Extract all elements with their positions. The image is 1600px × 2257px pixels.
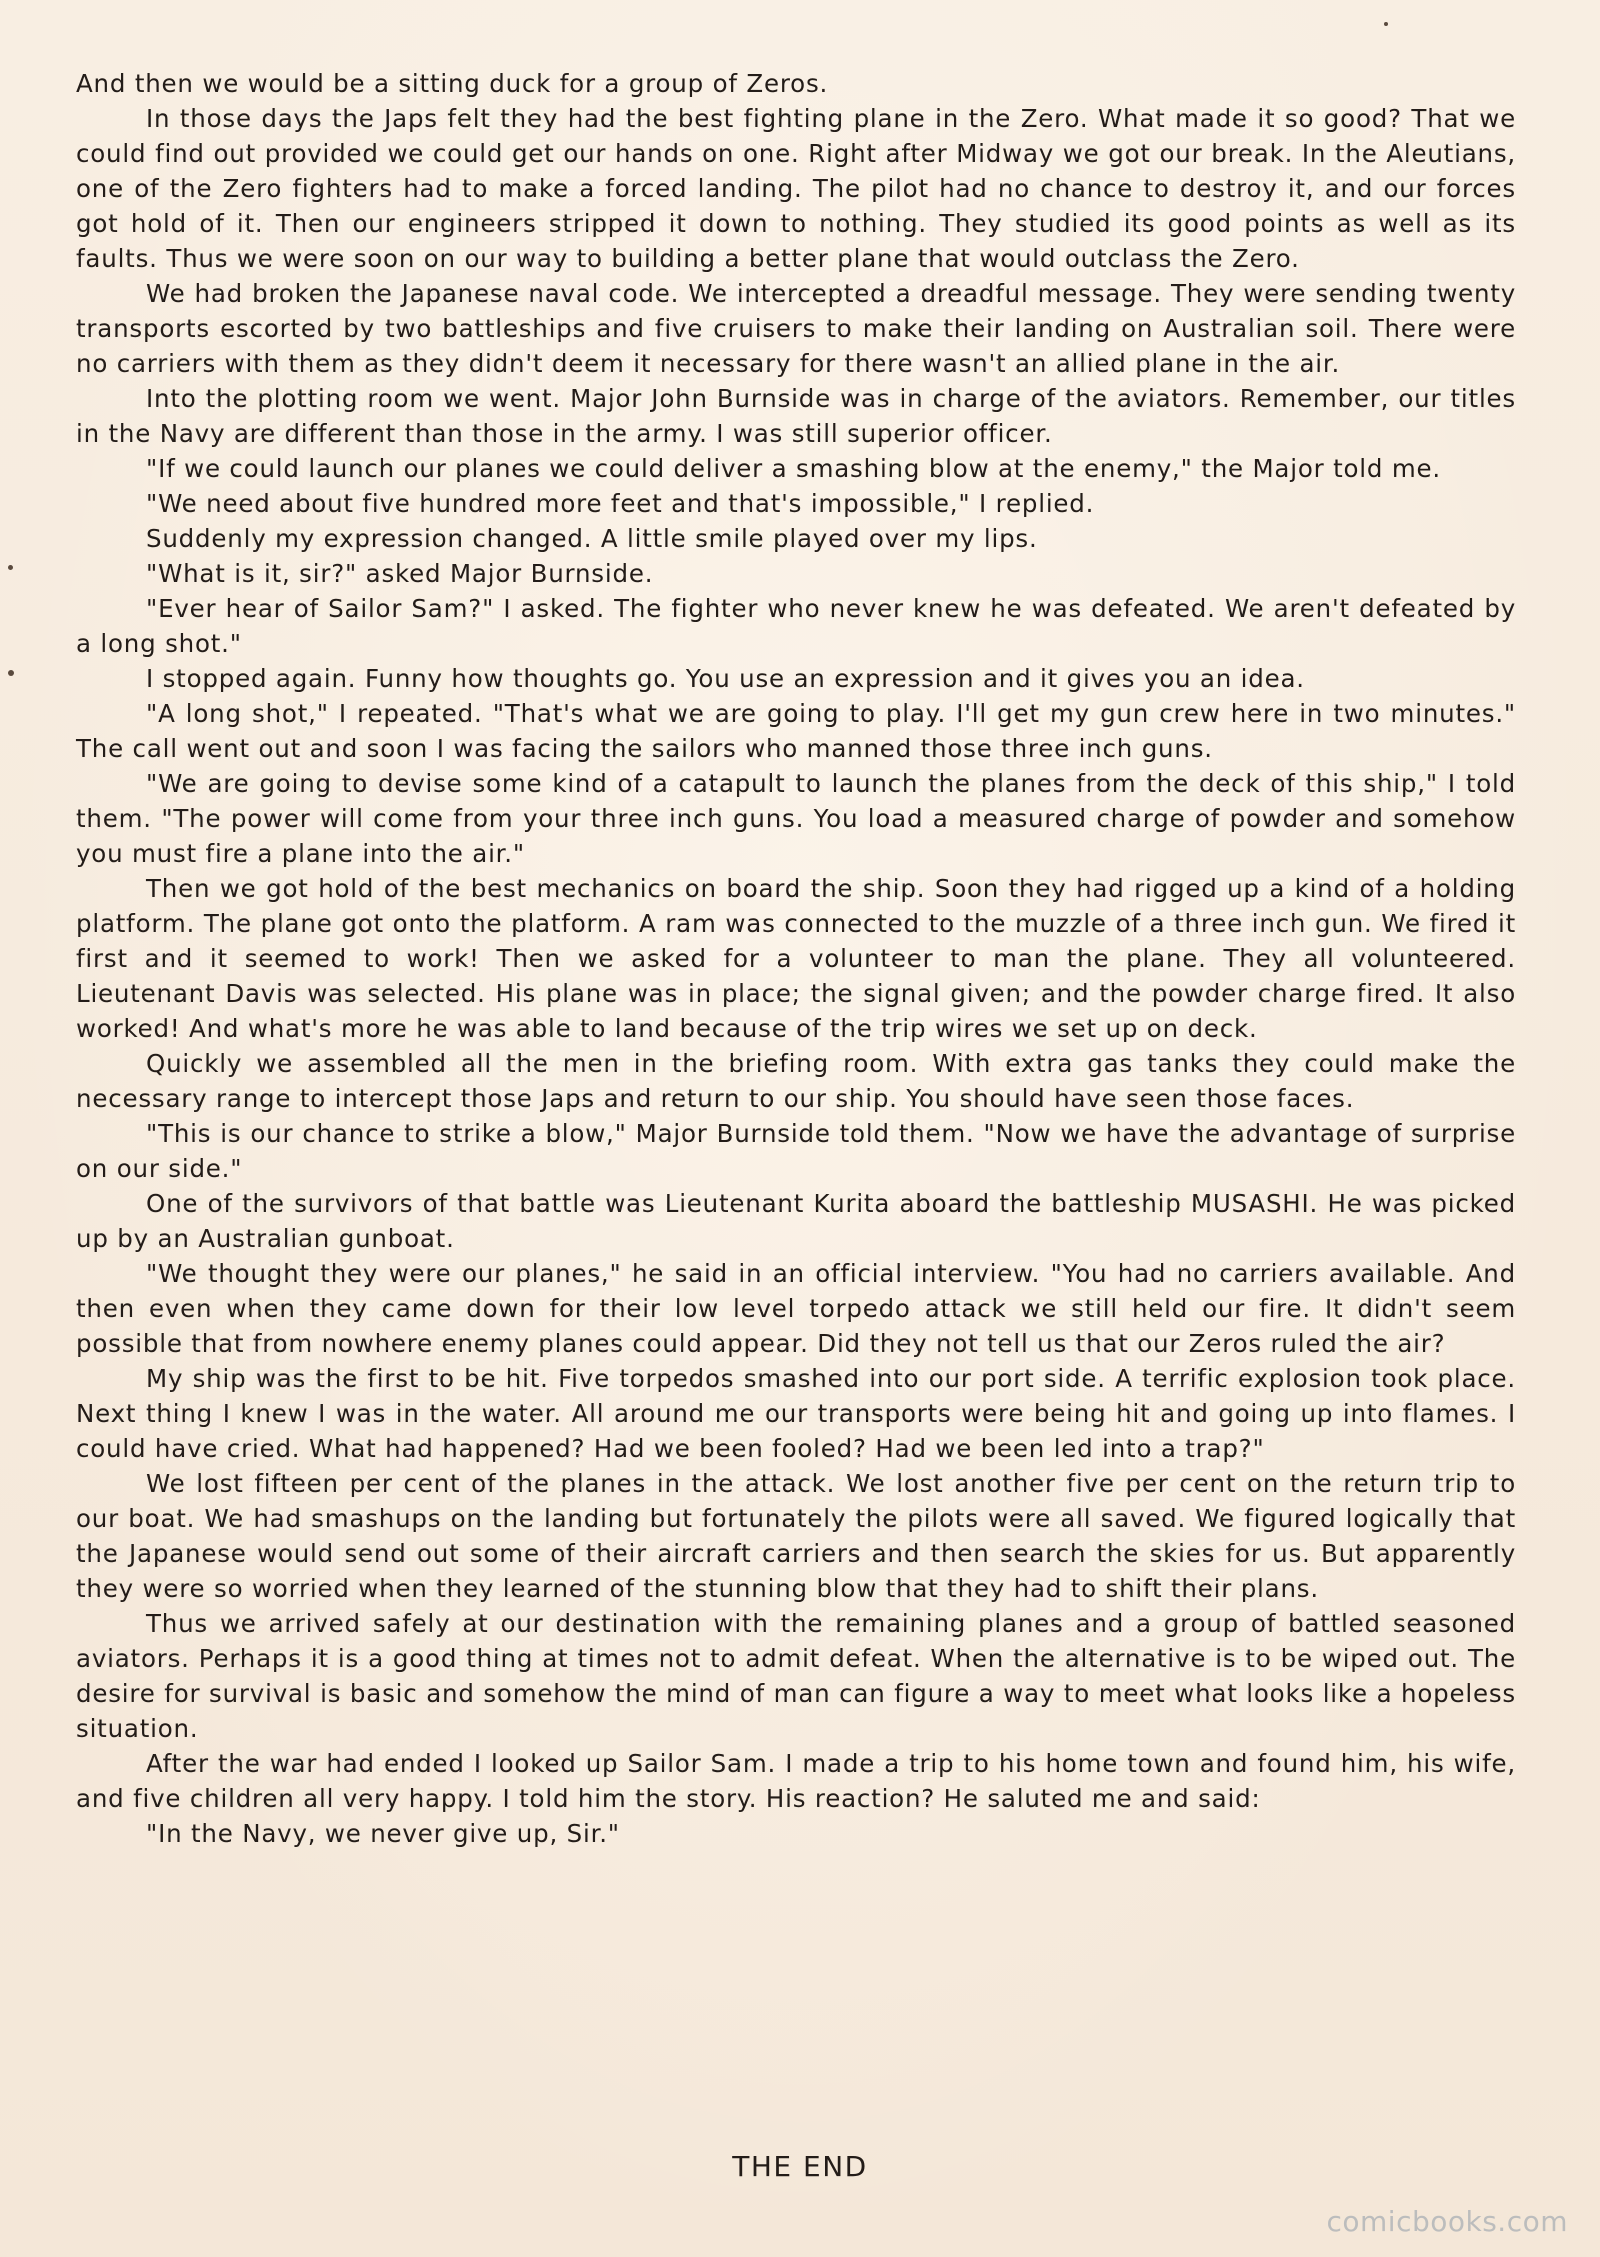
ink-speck [8,565,13,570]
story-paragraph: "A long shot," I repeated. "That's what we are going to play. I'll get my gun crew here in two minutes." The call went out and soon I was facing the sailors who manned those three inch guns. [76,699,1516,763]
watermark: comicbooks.com [1326,2205,1568,2238]
story-paragraph: "This is our chance to strike a blow," Major Burnside told them. "Now we have the advantage of surprise on our side." [76,1119,1516,1183]
story-paragraph: Quickly we assembled all the men in the briefing room. With extra gas tanks they could make the necessary range to intercept those Japs and return to our ship. You should have seen those faces. [76,1049,1516,1113]
story-paragraph: Suddenly my expression changed. A little smile played over my lips. [146,524,1038,553]
ink-speck [8,670,14,676]
story-paragraph: "Ever hear of Sailor Sam?" I asked. The fighter who never knew he was defeated. We aren't defeated by a long shot." [76,594,1516,658]
the-end-heading: THE END [732,2150,868,2183]
story-paragraph: My ship was the first to be hit. Five torpedos smashed into our port side. A terrific explosion took place. Next thing I knew I was in the water. All around me our transports were being hit and going up into flames. I could have cried. What had happened? Had we been fooled? Had we been led into a trap?" [76,1364,1516,1463]
story-paragraph: "We need about five hundred more feet and that's impossible," I replied. [146,489,1095,518]
story-paragraph: After the war had ended I looked up Sailor Sam. I made a trip to his home town and found him, his wife, and five children all very happy. I told him the story. His reaction? He saluted me and said: [76,1749,1516,1813]
story-paragraph: "If we could launch our planes we could deliver a smashing blow at the enemy," the Major told me. [146,454,1441,483]
story-paragraph: We lost fifteen per cent of the planes in the attack. We lost another five per cent on the return trip to our boat. We had smashups on the landing but fortunately the pilots were all saved. We figured logically that the Japanese would send out some of their aircraft carriers and then search the skies for us. But apparently they were so worried when they learned of the stunning blow that they had to shift their plans. [76,1469,1516,1603]
story-paragraph: Then we got hold of the best mechanics on board the ship. Soon they had rigged up a kind of a holding platform. The plane got onto the platform. A ram was connected to the muzzle of a three inch gun. We fired it first and it seemed to work! Then we asked for a volunteer to man the plane. They all volunteered. Lieutenant Davis was selected. His plane was in place; the signal given; and the powder charge fired. It also worked! And what's more he was able to land because of the trip wires we set up on deck. [76,874,1516,1043]
story-paragraph: We had broken the Japanese naval code. We intercepted a dreadful message. They were sending twenty transports escorted by two battleships and five cruisers to make their landing on Australian soil. There were no carriers with them as they didn't deem it necessary for there wasn't an allied plane in the air. [76,279,1516,378]
story-paragraph: In those days the Japs felt they had the best fighting plane in the Zero. What made it so good? That we could find out provided we could get our hands on one. Right after Midway we got our break. In the Aleutians, one of the Zero fighters had to make a forced landing. The pilot had no chance to destroy it, and our forces got hold of it. Then our engineers stripped it down to nothing. They studied its good points as well as its faults. Thus we were soon on our way to building a better plane that would outclass the Zero. [76,104,1516,273]
story-paragraph: Into the plotting room we went. Major John Burnside was in charge of the aviators. Remember, our titles in the Navy are different than those in the army. I was still superior officer. [76,384,1516,448]
story-paragraph: I stopped again. Funny how thoughts go. You use an expression and it gives you an idea. [146,664,1305,693]
story-paragraph: "We thought they were our planes," he said in an official interview. "You had no carriers available. And then even when they came down for their low level torpedo attack we still held our fire. It didn't seem possible that from nowhere enemy planes could appear. Did they not tell us that our Zeros ruled the air? [76,1259,1516,1358]
story-paragraph: "In the Navy, we never give up, Sir." [146,1819,620,1848]
story-paragraph: "We are going to devise some kind of a catapult to launch the planes from the deck of this ship," I told them. "The power will come from your three inch guns. You load a measured charge of powder and somehow you must fire a plane into the air." [76,769,1516,868]
story-text [76,66,1516,1851]
story-paragraph: "What is it, sir?" asked Major Burnside. [146,559,654,588]
story-paragraph: One of the survivors of that battle was Lieutenant Kurita aboard the battleship MUSASHI. He was picked up by an Australian gunboat. [76,1189,1516,1253]
ink-speck [1384,22,1388,26]
story-paragraph: Thus we arrived safely at our destination with the remaining planes and a group of battled seasoned aviators. Perhaps it is a good thing at times not to admit defeat. When the alternative is to be wiped out. The desire for survival is basic and somehow the mind of man can figure a way to meet what looks like a hopeless situation. [76,1609,1516,1743]
story-paragraph: And then we would be a sitting duck for a group of Zeros. [76,69,829,98]
